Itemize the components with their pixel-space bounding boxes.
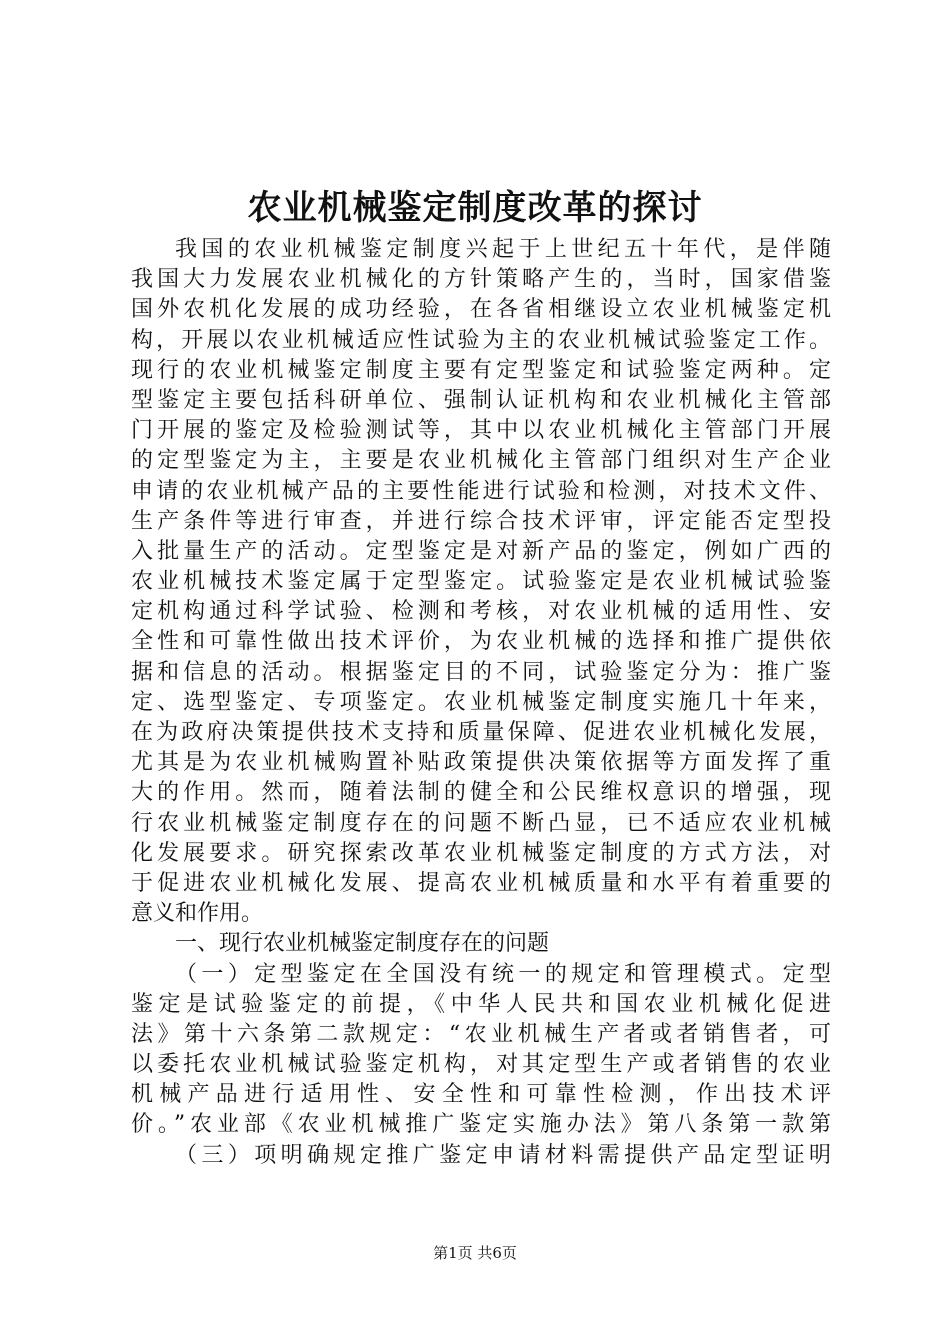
paragraph-line: 我国的农业机械鉴定制度兴起于上世纪五十年代，是伴随 xyxy=(175,237,831,262)
paragraph-line: 定机构通过科学试验、检测和考核，对农业机械的适用性、安 xyxy=(131,599,831,625)
page-footer: 第1页 共6页 xyxy=(433,1244,517,1262)
paragraph-line: 意义和作用。 xyxy=(131,901,264,927)
paragraph-line: 农业机械技术鉴定属于定型鉴定。试验鉴定是农业机械试验鉴 xyxy=(131,569,831,595)
paragraph-line: （三）项明确规定推广鉴定申请材料需提供产品定型证明 xyxy=(175,1142,831,1168)
paragraph-line: 法》第十六条第二款规定：“农业机械生产者或者销售者，可 xyxy=(131,1021,831,1047)
paragraph-line: 以委托农业机械试验鉴定机构，对其定型生产或者销售的农业 xyxy=(131,1052,831,1078)
paragraph-line: 我国大力发展农业机械化的方针策略产生的，当时，国家借鉴 xyxy=(131,267,831,293)
paragraph-line: 入批量生产的活动。定型鉴定是对新产品的鉴定，例如广西的 xyxy=(131,538,831,564)
paragraph-line: 构，开展以农业机械适应性试验为主的农业机械试验鉴定工作。 xyxy=(131,327,831,353)
paragraph-line: 化发展要求。研究探索改革农业机械鉴定制度的方式方法，对 xyxy=(131,840,831,866)
paragraph-line: 型鉴定主要包括科研单位、强制认证机构和农业机械化主管部 xyxy=(131,387,831,413)
paragraph-line: 门开展的鉴定及检验测试等，其中以农业机械化主管部门开展 xyxy=(131,418,831,444)
document-body xyxy=(131,235,831,1171)
paragraph-line: 生产条件等进行审查，并进行综合技术评审，评定能否定型投 xyxy=(131,508,831,534)
paragraph-line: 行农业机械鉴定制度存在的问题不断凸显，已不适应农业机械 xyxy=(131,810,831,836)
paragraph-line: 定、选型鉴定、专项鉴定。农业机械鉴定制度实施几十年来， xyxy=(131,689,831,715)
paragraph-line: 价。”农业部《农业机械推广鉴定实施办法》第八条第一款第 xyxy=(131,1112,831,1138)
paragraph-line: 机械产品进行适用性、安全性和可靠性检测，作出技术评 xyxy=(131,1082,831,1108)
paragraph-line: 鉴定是试验鉴定的前提，《中华人民共和国农业机械化促进 xyxy=(131,991,831,1017)
document-title: 农业机械鉴定制度改革的探讨 xyxy=(247,188,703,228)
paragraph-line: 于促进农业机械化发展、提高农业机械质量和水平有着重要的 xyxy=(131,870,831,896)
paragraph-line: 全性和可靠性做出技术评价，为农业机械的选择和推广提供依 xyxy=(131,629,831,655)
paragraph-line: 据和信息的活动。根据鉴定目的不同，试验鉴定分为：推广鉴 xyxy=(131,659,831,685)
paragraph-line: 申请的农业机械产品的主要性能进行试验和检测，对技术文件、 xyxy=(131,478,831,504)
paragraph-line: 现行的农业机械鉴定制度主要有定型鉴定和试验鉴定两种。定 xyxy=(131,357,831,383)
paragraph-line: （一）定型鉴定在全国没有统一的规定和管理模式。定型 xyxy=(175,961,831,987)
paragraph-line: 在为政府决策提供技术支持和质量保障、促进农业机械化发展， xyxy=(131,720,831,745)
paragraph-line: 大的作用。然而，随着法制的健全和公民维权意识的增强，现 xyxy=(131,780,831,806)
paragraph-line: 的定型鉴定为主，主要是农业机械化主管部门组织对生产企业 xyxy=(131,448,831,474)
paragraph-line: 国外农机化发展的成功经验，在各省相继设立农业机械鉴定机 xyxy=(131,297,831,323)
paragraph-line: 尤其是为农业机械购置补贴政策提供决策依据等方面发挥了重 xyxy=(131,750,831,776)
section-heading: 一、现行农业机械鉴定制度存在的问题 xyxy=(175,931,550,957)
